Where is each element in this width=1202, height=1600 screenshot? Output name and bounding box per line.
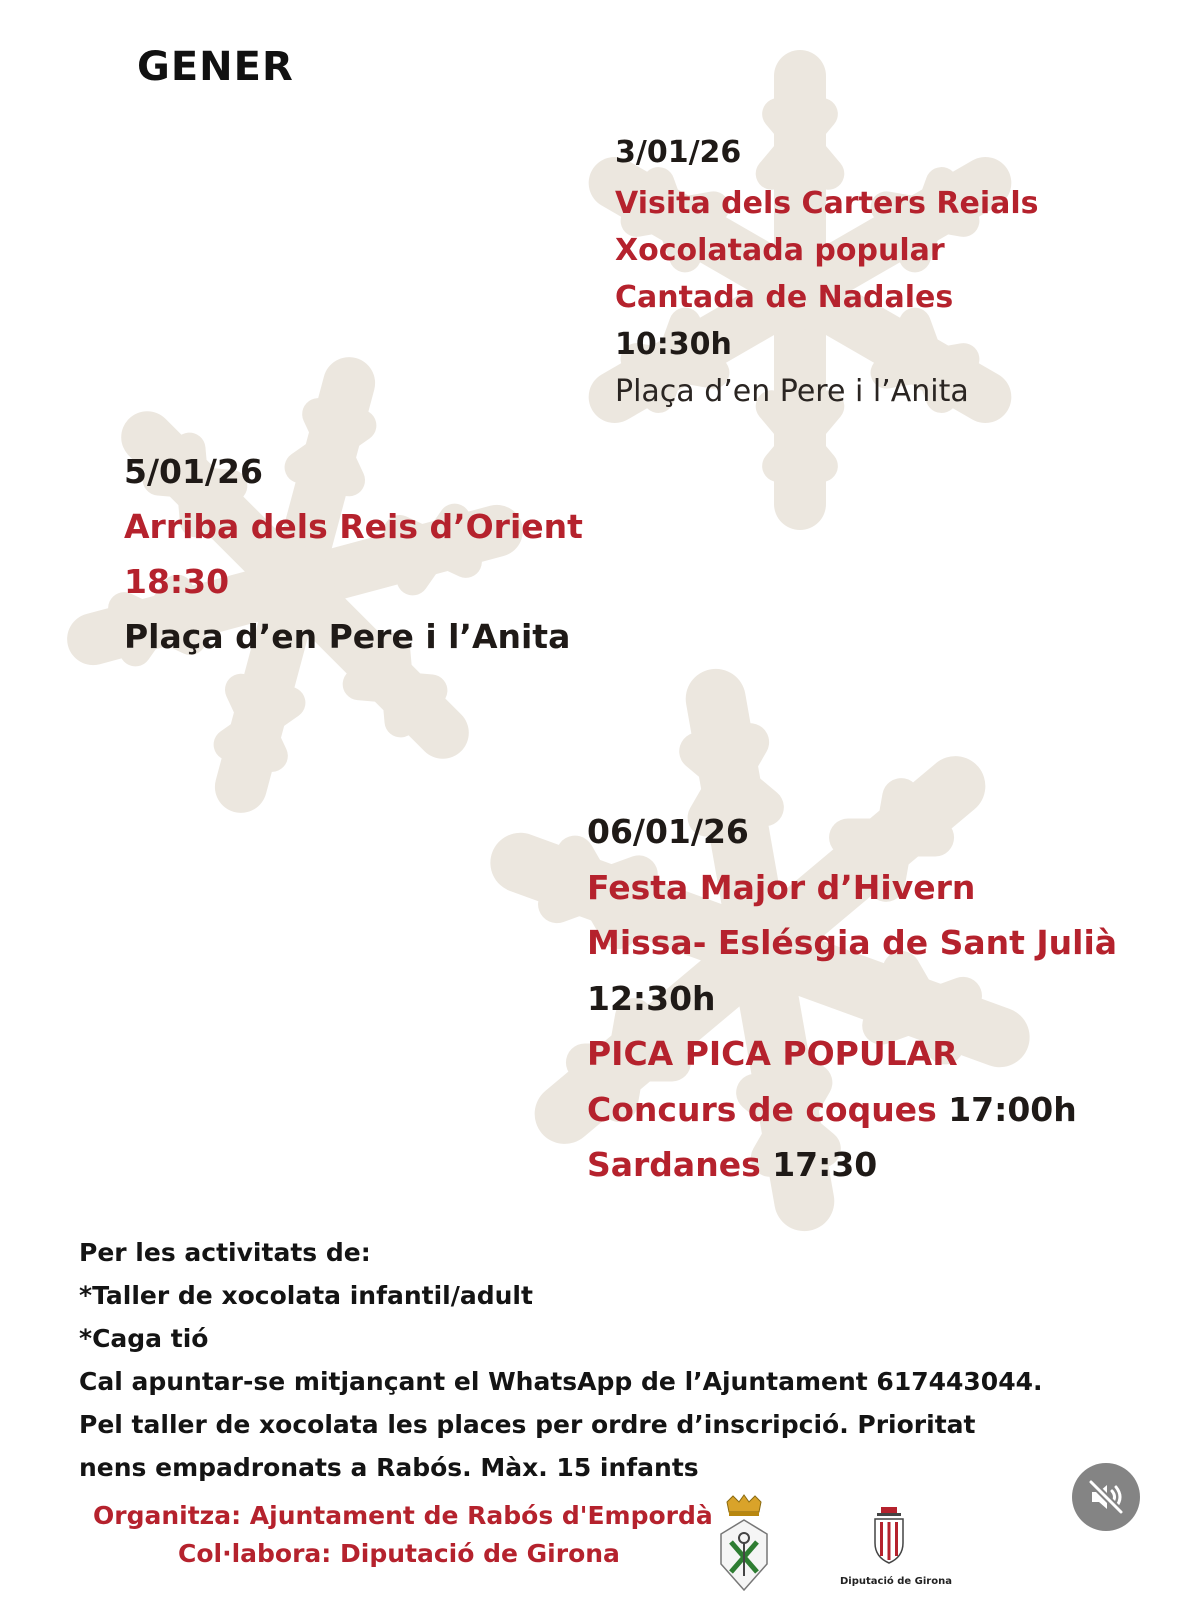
info-line: *Taller de xocolata infantil/adult [79,1281,533,1310]
info-line: Per les activitats de: [79,1238,371,1267]
event-activity: Xocolatada popular [615,233,945,268]
event-time: 10:30h [615,327,732,362]
event-time: 12:30h [587,979,716,1018]
collaborator-text: Col·labora: Diputació de Girona [178,1539,620,1568]
diputacio-logo-label: Diputació de Girona [840,1576,952,1587]
event-date: 3/01/26 [615,135,742,170]
info-line: nens empadronats a Rabós. Màx. 15 infants [79,1453,699,1482]
info-line: Cal apuntar-se mitjançant el WhatsApp de l’Ajuntament 617443044. [79,1367,1043,1396]
event-time: 17:00h [948,1090,1077,1129]
event-place: Plaça d’en Pere i l’Anita [615,374,969,409]
event-activity: Concurs de coques [587,1090,937,1129]
event-activity: Missa- Eslésgia de Sant Julià [587,923,1118,962]
event-time: 17:30 [772,1145,878,1184]
event-activity: PICA PICA POPULAR [587,1034,958,1073]
speaker-muted-icon [1086,1477,1126,1517]
event-coques [587,1090,1077,1129]
event-date: 06/01/26 [587,812,749,851]
info-line: Pel taller de xocolata les places per ordre d’inscripció. Prioritat [79,1410,976,1439]
info-line: *Caga tió [79,1324,209,1353]
event-activity: Sardanes [587,1145,761,1184]
municipal-coat-of-arms-icon [717,1494,771,1594]
event-activity: Visita dels Carters Reials [615,186,1039,221]
event-activity: Arriba dels Reis d’Orient [124,507,583,546]
mute-button[interactable] [1072,1463,1140,1531]
event-sardanes [587,1145,878,1184]
month-heading: GENER [137,44,294,90]
event-date: 5/01/26 [124,452,263,491]
event-place: Plaça d’en Pere i l’Anita [124,617,571,656]
event-time: 18:30 [124,562,230,601]
organizer-text: Organitza: Ajuntament de Rabós d'Empordà [93,1501,713,1530]
event-activity: Festa Major d’Hivern [587,868,976,907]
event-activity: Cantada de Nadales [615,280,954,315]
diputacio-logo-icon [872,1507,906,1573]
